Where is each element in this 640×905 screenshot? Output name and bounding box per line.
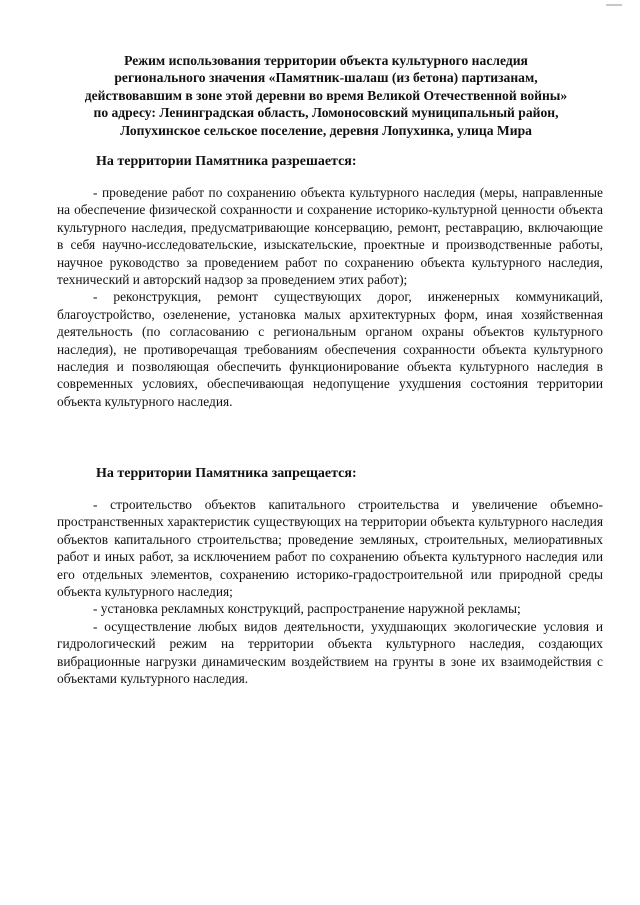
scan-mark	[606, 4, 622, 6]
allowed-section	[57, 184, 603, 410]
forbidden-item: - строительство объектов капитального строительства и увеличение объемно-пространственных характеристик существующих на территории объекта культурного наследия объектов капитального строительства; проведение земляных, строительных, мелиоративных работ и иных работ, за исключением работ по сохранению объекта культурного наследия или его отдельных элементов, сохранению историко-градостроительной или природной среды объекта культурного наследия;	[57, 497, 603, 600]
title-line: Лопухинское сельское поселение, деревня Лопухинка, улица Мира	[120, 122, 532, 138]
forbidden-section	[57, 496, 603, 687]
title-line: Режим использования территории объекта культурного наследия	[124, 53, 528, 68]
forbidden-heading: На территории Памятника запрещается:	[96, 466, 357, 481]
title-line: действовавшим в зоне этой деревни во время Великой Отечественной войны»	[84, 87, 568, 103]
title-line: по адресу: Ленинградская область, Ломоносовский муниципальный район,	[93, 105, 559, 121]
forbidden-item: - осуществление любых видов деятельности, ухудшающих экологические условия и гидрологический режим на территории объекта культурного наследия, создающих вибрационные нагрузки динамическим воздействием на грунты в зоне их взаимодействия с объектами культурного наследия.	[57, 618, 603, 687]
allowed-item: - реконструкция, ремонт существующих дорог, инженерных коммуникаций, благоустройство, озеленение, установка малых архитектурных форм, иная хозяйственная деятельность (по согласованию с региональным органом охраны объектов культурного наследия), не противоречащая требованиям обеспечения сохранности объекта культурного наследия и позволяющая обеспечить функционирование объекта культурного наследия в современных условиях, обеспечивающая недопущение ухудшения состояния территории объекта культурного наследия.	[57, 289, 603, 409]
document-title	[46, 52, 606, 139]
allowed-heading: На территории Памятника разрешается:	[96, 154, 357, 169]
title-line: регионального значения «Памятник-шалаш (из бетона) партизанам,	[114, 70, 538, 86]
forbidden-item: - установка рекламных конструкций, распространение наружной рекламы;	[93, 601, 521, 617]
allowed-item: - проведение работ по сохранению объекта культурного наследия (меры, направленные на обеспечение физической сохранности и сохранение историко-культурной ценности объекта культурного наследия, предусматривающие консервацию, ремонт, реставрацию, включающие в себя научно-исследовательские, изыскательские, проектные и производственные работы, научное руководство за проведением работ по сохранению объекта культурного наследия, технический и авторский надзор за проведением этих работ);	[57, 185, 603, 288]
